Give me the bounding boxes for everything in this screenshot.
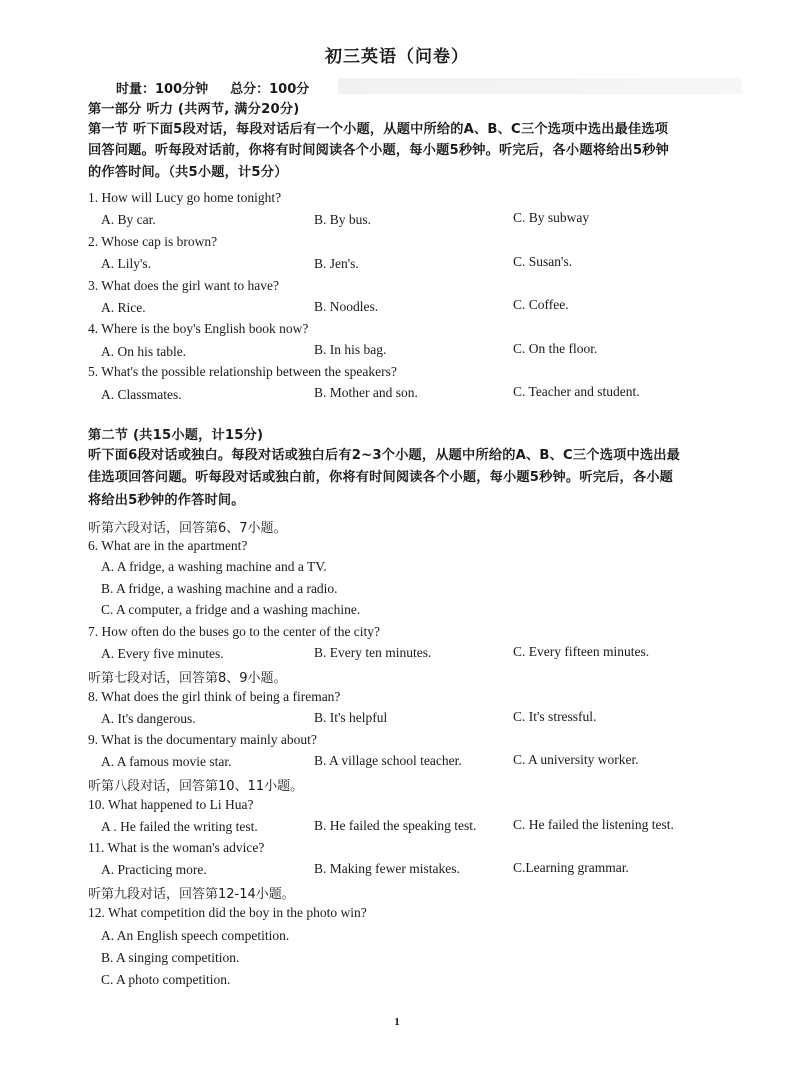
q7-option-b: B. Every ten minutes. xyxy=(314,645,432,660)
q9-option-b: B. A village school teacher. xyxy=(314,753,462,768)
q11-option-b: B. Making fewer mistakes. xyxy=(314,861,460,876)
question-8: 8. What does the girl think of being a fireman? xyxy=(88,689,341,704)
q9-option-a: A. A famous movie star. xyxy=(101,754,232,769)
q2-option-b: B. Jen's. xyxy=(314,256,359,271)
q8-option-c: C. It's stressful. xyxy=(513,709,597,724)
q6-option-b: B. A fridge, a washing machine and a radio. xyxy=(101,581,338,596)
q10-option-a: A . He failed the writing test. xyxy=(101,819,258,834)
section2-instructions-line3: 将给出5秒钟的作答时间。 xyxy=(88,493,245,508)
q4-option-b: B. In his bag. xyxy=(314,342,387,357)
q1-option-a: A. By car. xyxy=(101,212,156,227)
dialog-8-instruction: 听第八段对话，回答第10、11小题。 xyxy=(88,779,304,794)
q12-option-b: B. A singing competition. xyxy=(101,950,240,965)
scan-shade xyxy=(338,78,742,94)
question-1: 1. How will Lucy go home tonight? xyxy=(88,190,282,205)
q11-option-c: C.Learning grammar. xyxy=(513,860,629,875)
q3-option-a: A. Rice. xyxy=(101,300,146,315)
question-10: 10. What happened to Li Hua? xyxy=(88,797,254,812)
q11-option-a: A. Practicing more. xyxy=(101,862,207,877)
dialog-7-instruction: 听第七段对话，回答第8、9小题。 xyxy=(88,671,287,686)
dialog-6-instruction: 听第六段对话，回答第6、7小题。 xyxy=(88,521,287,536)
section2-instructions-line1: 听下面6段对话或独白。每段对话或独白后有2~3个小题，从题中所给的A、B、C三个选项中选出最 xyxy=(88,448,681,463)
part1-heading: 第一部分 听力 (共两节, 满分20分) xyxy=(88,102,300,117)
q2-option-c: C. Susan's. xyxy=(513,254,573,269)
section1-instructions-line1: 第一节 听下面5段对话，每段对话后有一个小题，从题中所给的A、B、C三个选项中选出最佳选项 xyxy=(88,122,669,137)
question-6: 6. What are in the apartment? xyxy=(88,538,248,553)
question-12: 12. What competition did the boy in the photo win? xyxy=(88,905,367,920)
dialog-9-instruction: 听第九段对话，回答第12-14小题。 xyxy=(88,887,295,902)
q2-option-a: A. Lily's. xyxy=(101,256,152,271)
question-11: 11. What is the woman's advice? xyxy=(88,840,265,855)
q9-option-c: C. A university worker. xyxy=(513,752,639,767)
question-5: 5. What's the possible relationship between the speakers? xyxy=(88,364,397,379)
q12-option-c: C. A photo competition. xyxy=(101,972,231,987)
q12-option-a: A. An English speech competition. xyxy=(101,928,290,943)
q6-option-c: C. A computer, a fridge and a washing machine. xyxy=(101,602,361,617)
q4-option-c: C. On the floor. xyxy=(513,341,598,356)
section2-instructions-line2: 佳选项回答问题。听每段对话或独白前，你将有时间阅读各个小题，每小题5秒钟。听完后，各小题 xyxy=(88,470,674,485)
q10-option-c: C. He failed the listening test. xyxy=(513,817,674,832)
exam-time: 时量：100分钟 xyxy=(116,82,209,97)
question-2: 2. Whose cap is brown? xyxy=(88,234,218,249)
question-4: 4. Where is the boy's English book now? xyxy=(88,321,309,336)
q7-option-a: A. Every five minutes. xyxy=(101,646,224,661)
q7-option-c: C. Every fifteen minutes. xyxy=(513,644,650,659)
q1-option-b: B. By bus. xyxy=(314,212,372,227)
question-7: 7. How often do the buses go to the center of the city? xyxy=(88,624,381,639)
q6-option-a: A. A fridge, a washing machine and a TV. xyxy=(101,559,327,574)
q5-option-a: A. Classmates. xyxy=(101,387,182,402)
section1-instructions-line3: 的作答时间。（共5小题，计5分） xyxy=(88,165,288,180)
question-9: 9. What is the documentary mainly about? xyxy=(88,732,317,747)
q1-option-c: C. By subway xyxy=(513,210,590,225)
q10-option-b: B. He failed the speaking test. xyxy=(314,818,477,833)
q3-option-c: C. Coffee. xyxy=(513,297,569,312)
page-number: 1 xyxy=(394,1016,400,1028)
q5-option-c: C. Teacher and student. xyxy=(513,384,640,399)
section1-instructions-line2: 回答问题。听每段对话前，你将有时间阅读各个小题，每小题5秒钟。听完后，各小题将给出5秒钟 xyxy=(88,143,670,158)
page-title: 初三英语（问卷） xyxy=(325,47,469,67)
q4-option-a: A. On his table. xyxy=(101,344,187,359)
section2-heading: 第二节 (共15小题，计15分) xyxy=(88,428,264,443)
q5-option-b: B. Mother and son. xyxy=(314,385,418,400)
q8-option-a: A. It's dangerous. xyxy=(101,711,196,726)
exam-meta xyxy=(116,78,309,97)
question-3: 3. What does the girl want to have? xyxy=(88,278,279,293)
q8-option-b: B. It's helpful xyxy=(314,710,388,725)
q3-option-b: B. Noodles. xyxy=(314,299,379,314)
exam-score: 总分：100分 xyxy=(230,82,310,97)
